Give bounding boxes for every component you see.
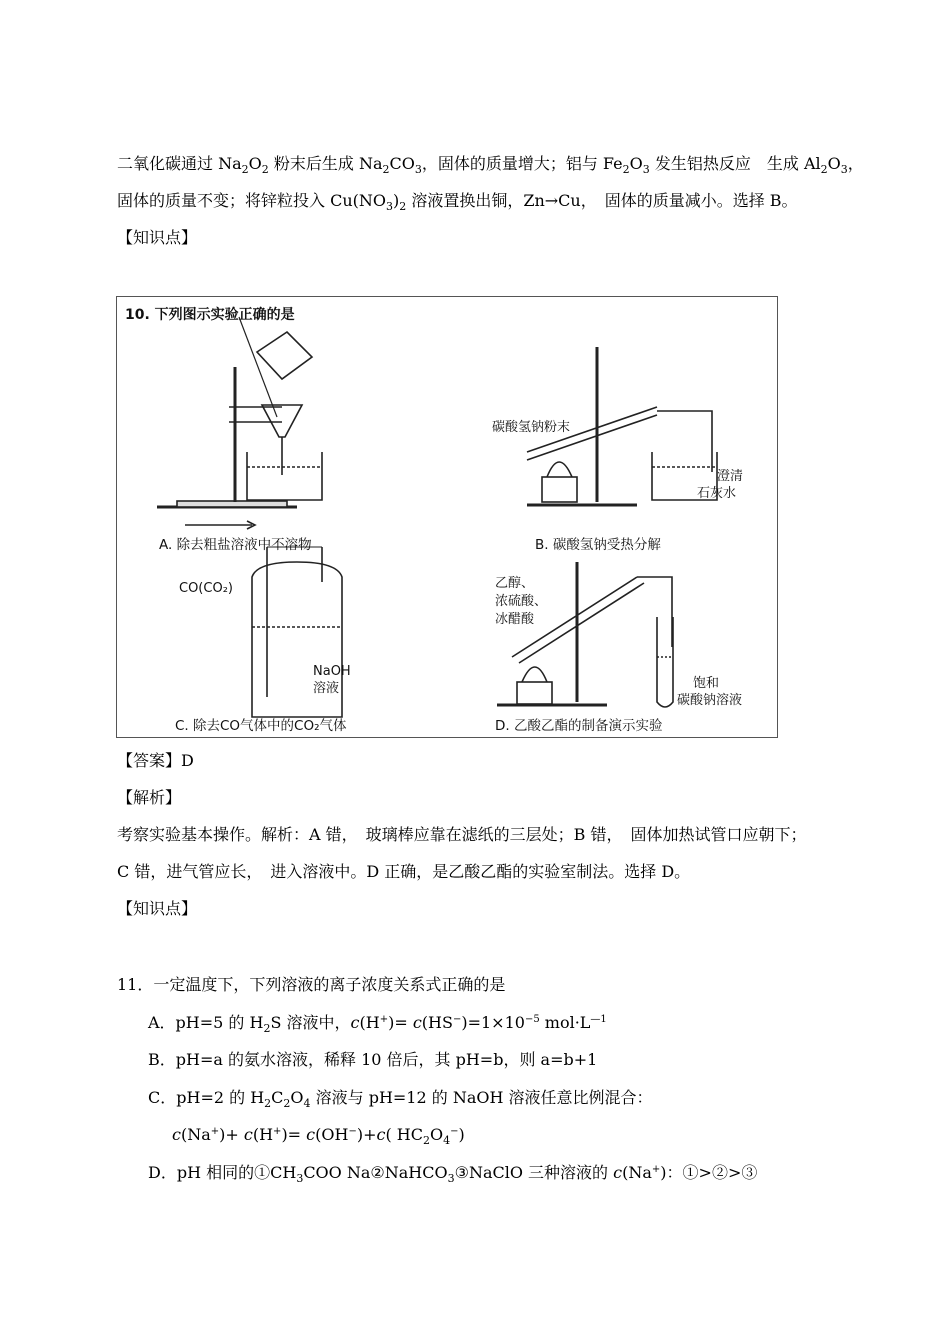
caption-d: D. 乙酸乙酯的制备演示实验 — [495, 718, 663, 734]
q11-stem: 11．一定温度下，下列溶液的离子浓度关系式正确的是 — [117, 975, 506, 994]
q10-answer: 【答案】D — [117, 751, 194, 770]
label-saturated-1: 饱和 — [693, 676, 720, 691]
caption-c: C. 除去CO气体中的CO₂气体 — [175, 718, 347, 734]
q10-analysis-line-1: 考察实验基本操作。解析：A 错， 玻璃棒应靠在滤纸的三层处；B 错， 固体加热试管口应朝下； — [117, 825, 807, 844]
label-acetic-acid: 冰醋酸 — [495, 612, 535, 627]
label-sulfuric-acid: 浓硫酸、 — [495, 594, 548, 609]
q10-analysis-label: 【解析】 — [117, 788, 182, 807]
q11-option-c: C．pH=2 的 $H_2C_2O_4$ 溶液与 pH=12 的 NaOH 溶液任意比例混合： — [148, 1088, 653, 1110]
q10-figure — [116, 296, 778, 738]
figure-title: 10. 下列图示实验正确的是 — [125, 307, 295, 323]
label-naoh-1: NaOH — [313, 664, 351, 679]
q9-explanation-line-2: 固体的质量不变；将锌粒投入 $Cu(NO_3)_2$ 溶液置换出铜，Zn→Cu， 固体的质量减小。选择 B。 — [117, 191, 798, 213]
label-ethanol: 乙醇、 — [495, 576, 535, 591]
q10-analysis-line-2: C 错，进气管应长， 进入溶液中。D 正确，是乙酸乙酯的实验室制法。选择 D。 — [117, 862, 691, 881]
q11-option-d: D．pH 相同的$①CH_3COO$ Na②NaHCO$_3$③NaClO 三种溶液的 c(Na+)：①>②>③ — [148, 1163, 758, 1185]
label-saturated-2: 碳酸钠溶液 — [677, 693, 743, 708]
q9-explanation-line-1: 二氧化碳通过 $Na_2O_2$ 粉末后生成 $Na_2CO_3$，固体的质量增大；铝与 $Fe_2O_3$ 发生铝热反应 生成 $Al_2O_3$， — [117, 154, 864, 176]
q9-knowledge-label: 【知识点】 — [117, 228, 198, 247]
q10-knowledge-label: 【知识点】 — [117, 899, 198, 918]
label-nahco3-powder: 碳酸氢钠粉末 — [492, 420, 571, 435]
caption-b: B. 碳酸氢钠受热分解 — [535, 537, 661, 553]
label-limewater-1: 澄清 — [717, 469, 744, 484]
q11-option-c-equation: c(Na+)+ c(H+)= c(OH−)+c( $HC_2O_4^-$) — [172, 1125, 465, 1147]
label-naoh-2: 溶液 — [313, 681, 340, 696]
label-co-co2: CO(CO₂) — [179, 581, 233, 596]
label-limewater-2: 石灰水 — [697, 486, 737, 501]
lab-apparatus-diagram — [117, 297, 777, 737]
q11-option-b: B．pH=a 的氨水溶液，稀释 10 倍后，其 pH=b，则 a=b+1 — [148, 1050, 598, 1069]
caption-a: A. 除去粗盐溶液中不溶物 — [159, 537, 312, 553]
q11-option-a: A．pH=5 的 $H_2S$ 溶液中，$c(H^+)= c(HS^-)=1\times 10^{-5}$ $mol\cdot L^{—1}$ — [148, 1013, 607, 1035]
